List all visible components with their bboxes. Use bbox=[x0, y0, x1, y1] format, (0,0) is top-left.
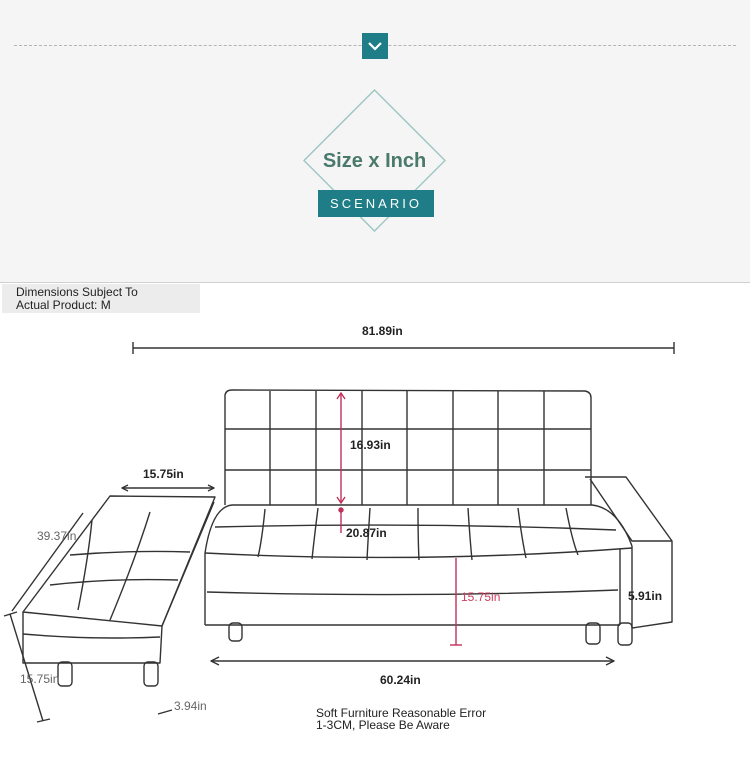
seat-height-label: 15.75in bbox=[461, 590, 501, 604]
seat-width-label: 60.24in bbox=[380, 673, 421, 687]
footnote-line2: 1-3CM, Please Be Aware bbox=[316, 718, 450, 732]
dimension-note-line1: Dimensions Subject To bbox=[16, 285, 138, 299]
footnote-line1: Soft Furniture Reasonable Error bbox=[316, 706, 487, 720]
ottoman-height-label: 15.75in bbox=[20, 672, 60, 686]
overall-width-label: 81.89in bbox=[362, 324, 403, 338]
ottoman-width-label: 15.75in bbox=[143, 467, 184, 481]
backrest-height-label: 16.93in bbox=[350, 438, 391, 452]
armrest-width-label: 5.91in bbox=[628, 589, 663, 603]
ottoman-leg-label: 3.94in bbox=[174, 699, 207, 713]
scenario-label: SCENARIO bbox=[318, 190, 434, 217]
seat-depth-label: 20.87in bbox=[346, 526, 387, 540]
section-heading: Size x Inch bbox=[322, 150, 427, 172]
ottoman-length-label: 39.37in bbox=[37, 529, 77, 543]
dimension-note-line2: Actual Product: M bbox=[16, 298, 111, 312]
